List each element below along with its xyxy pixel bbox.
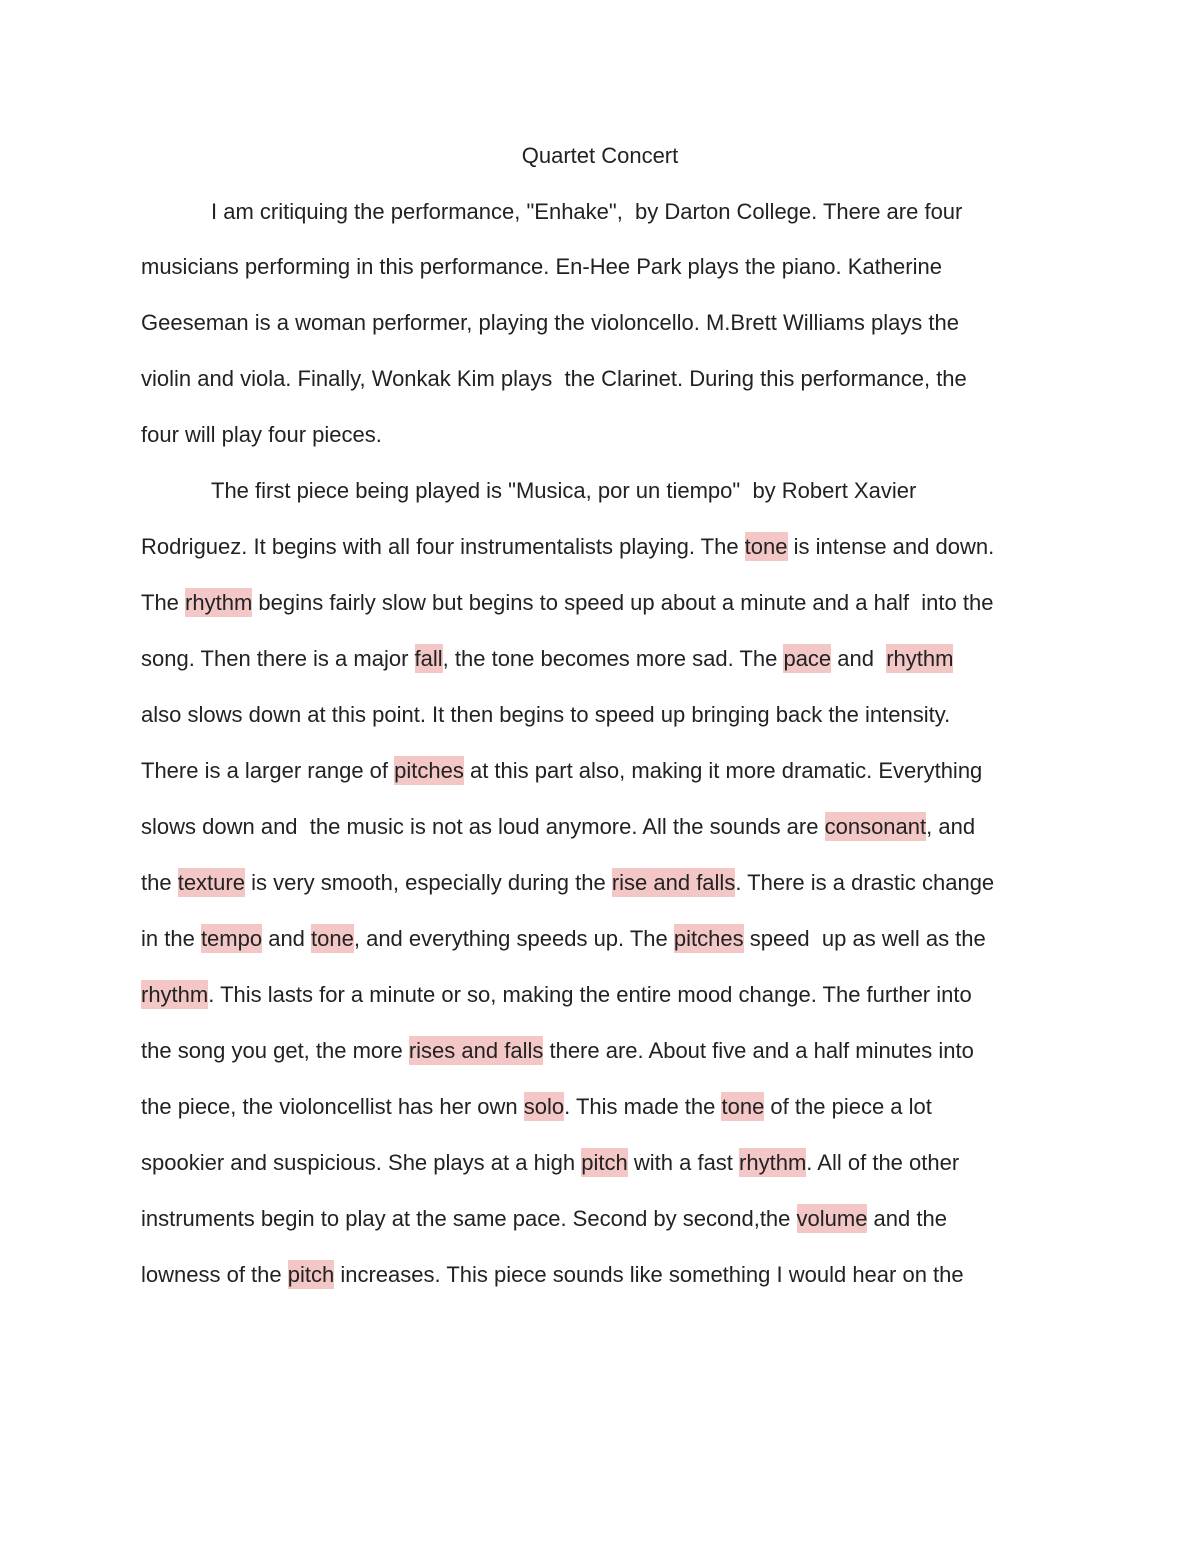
text-run: . This made the xyxy=(564,1094,722,1119)
text-run: the song you get, the more xyxy=(141,1038,409,1063)
highlighted-term: rise and falls xyxy=(611,870,736,895)
text-run: slows down and the music is not as loud anymore. All the sounds are xyxy=(141,814,825,839)
paragraph-2-line-13 xyxy=(141,1145,959,1181)
paragraph-2-line-10 xyxy=(141,977,972,1013)
paragraph-2-line-1 xyxy=(211,473,916,509)
paragraph-2-line-4 xyxy=(141,641,953,677)
text-run: the xyxy=(141,870,178,895)
highlighted-term: pitch xyxy=(581,1150,628,1175)
highlighted-term: consonant xyxy=(824,814,927,839)
paragraph-1-line-1 xyxy=(211,194,962,230)
text-run: instruments begin to play at the same pace. Second by second,the xyxy=(141,1206,797,1231)
paragraph-2-line-6 xyxy=(141,753,982,789)
text-run: is intense and down. xyxy=(787,534,995,559)
paragraph-2-line-3 xyxy=(141,585,993,621)
text-run: in the xyxy=(141,926,201,951)
text-run: song. Then there is a major xyxy=(141,646,415,671)
text-run: There is a larger range of xyxy=(141,758,395,783)
highlighted-term: tone xyxy=(721,1094,765,1119)
highlighted-term: rhythm xyxy=(141,982,209,1007)
text-run: four will play four pieces. xyxy=(141,422,382,447)
text-run: also slows down at this point. It then begins to speed up bringing back the intensity. xyxy=(141,702,951,727)
highlighted-term: pitch xyxy=(287,1262,335,1287)
text-run: with a fast xyxy=(627,1150,740,1175)
text-run: Rodriguez. It begins with all four instrumentalists playing. The xyxy=(141,534,745,559)
paragraph-2-line-7 xyxy=(141,809,975,845)
highlighted-term: pitches xyxy=(673,926,744,951)
text-run: speed up as well as the xyxy=(743,926,986,951)
highlighted-term: rises and falls xyxy=(408,1038,544,1063)
text-run: at this part also, making it more dramatic. Everything xyxy=(463,758,983,783)
highlighted-term: tone xyxy=(311,926,354,951)
text-run: there are. About five and a half minutes into xyxy=(543,1038,974,1063)
text-run: and xyxy=(831,646,887,671)
text-run: and xyxy=(262,926,312,951)
paragraph-2-line-14 xyxy=(141,1201,947,1237)
text-run: The xyxy=(141,590,186,615)
paragraph-2-line-2 xyxy=(141,529,994,565)
paragraph-1-line-3 xyxy=(141,305,959,341)
paragraph-2-line-5 xyxy=(141,697,950,733)
text-run: The first piece being played is "Musica, por un tiempo" by Robert Xavier xyxy=(211,478,917,503)
highlighted-term: texture xyxy=(177,870,245,895)
text-run: the piece, the violoncellist has her own xyxy=(141,1094,524,1119)
paragraph-2-line-9 xyxy=(141,921,986,957)
highlighted-term: volume xyxy=(796,1206,868,1231)
highlighted-term: fall xyxy=(414,646,443,671)
paragraph-2-line-12 xyxy=(141,1089,932,1125)
highlighted-term: pitches xyxy=(394,758,464,783)
text-run: , and xyxy=(926,814,976,839)
text-run: violin and viola. Finally, Wonkak Kim plays the Clarinet. During this performance, the xyxy=(141,366,967,391)
text-run: . All of the other xyxy=(806,1150,960,1175)
paragraph-1-line-2 xyxy=(141,249,942,285)
paragraph-1-line-4 xyxy=(141,361,967,397)
highlighted-term: rhythm xyxy=(185,590,253,615)
text-run: of the piece a lot xyxy=(764,1094,932,1119)
text-run: spookier and suspicious. She plays at a high xyxy=(141,1150,582,1175)
text-run: and the xyxy=(867,1206,947,1231)
text-run: . This lasts for a minute or so, making the entire mood change. The further into xyxy=(208,982,972,1007)
text-run: increases. This piece sounds like something I would hear on the xyxy=(334,1262,964,1287)
highlighted-term: rhythm xyxy=(739,1150,807,1175)
text-run: lowness of the xyxy=(141,1262,288,1287)
highlighted-term: pace xyxy=(783,646,832,671)
highlighted-term: solo xyxy=(523,1094,565,1119)
document-title: Quartet Concert xyxy=(521,143,679,168)
text-run: I am critiquing the performance, "Enhake", by Darton College. There are four xyxy=(211,199,963,224)
text-run: begins fairly slow but begins to speed up about a minute and a half into the xyxy=(252,590,994,615)
highlighted-term: rhythm xyxy=(886,646,954,671)
text-run: , and everything speeds up. The xyxy=(353,926,674,951)
text-run: is very smooth, especially during the xyxy=(244,870,612,895)
text-run: musicians performing in this performance. En-Hee Park plays the piano. Katherine xyxy=(141,254,942,279)
paragraph-1-line-5 xyxy=(141,417,382,453)
paragraph-2-line-11 xyxy=(141,1033,974,1069)
text-run: , the tone becomes more sad. The xyxy=(442,646,784,671)
paragraph-2-line-8 xyxy=(141,865,994,901)
text-run: Geeseman is a woman performer, playing the violoncello. M.Brett Williams plays the xyxy=(141,310,960,335)
highlighted-term: tempo xyxy=(200,926,263,951)
paragraph-2-line-15 xyxy=(141,1257,964,1293)
text-run: . There is a drastic change xyxy=(735,870,995,895)
highlighted-term: tone xyxy=(744,534,788,559)
